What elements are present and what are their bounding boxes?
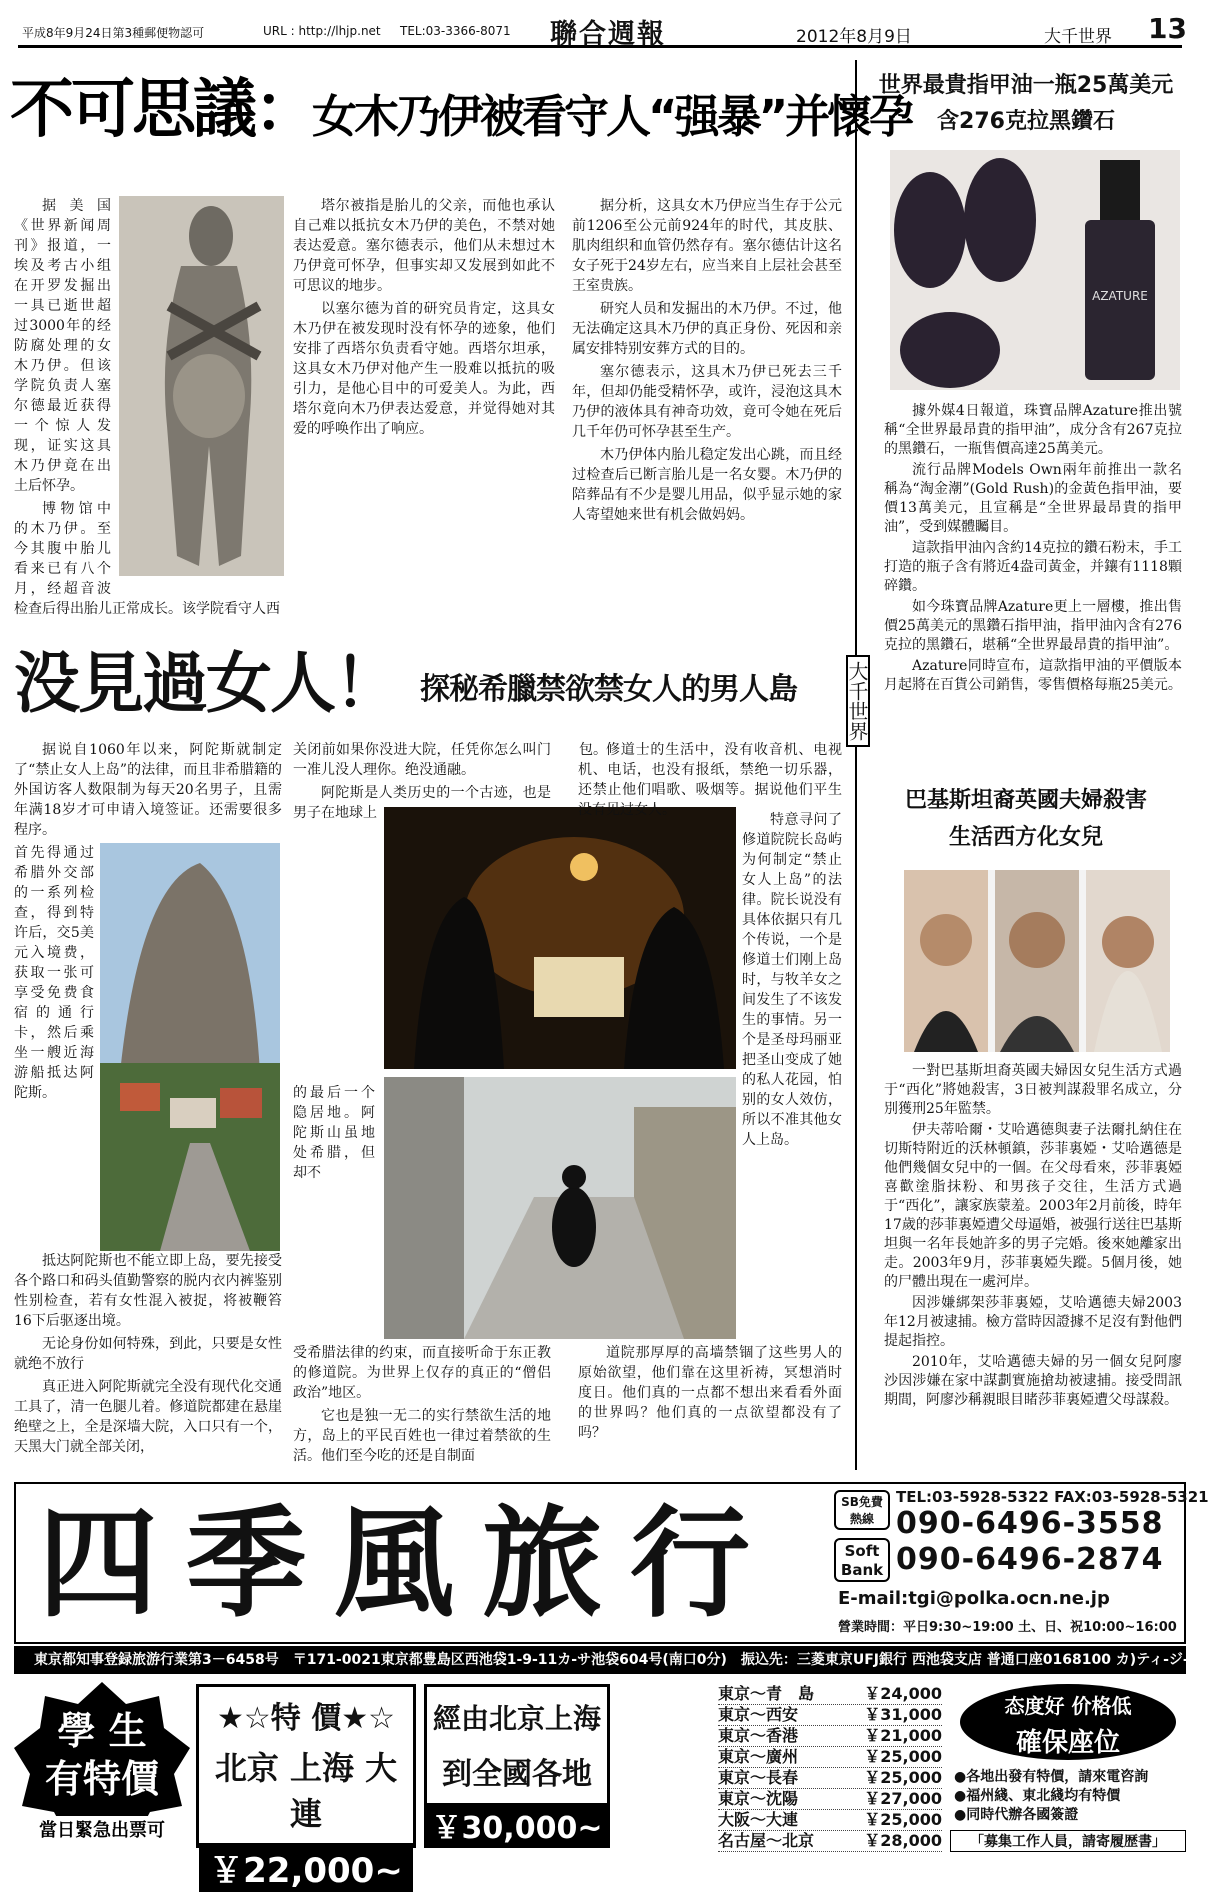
ad-seat-guarantee: 確保座位 bbox=[1015, 1728, 1120, 1758]
article1-title-a: 不可思議： bbox=[10, 73, 315, 147]
article2-paragraph: 修道士的生活中，没有收音机、电视机、电话，也没有报纸，禁绝一切乐器，还禁止他们唱歌、吸烟等。据说他们平生没有见过女人。 bbox=[578, 742, 842, 818]
section-name: 大千世界 bbox=[1044, 27, 1112, 47]
article1-paragraph: 据美国《世界新闻周刊》报道，一埃及考古小组在开罗发掘出一具已逝世超过3000年的经防腐处理的女木乃伊。但该学院负责人塞尔德最近获得一个惊人发现，证实这具木乃伊竟在出土后怀孕。 bbox=[14, 198, 111, 494]
side2-body bbox=[884, 1062, 1182, 1412]
url-text: URL : http://lhjp.net bbox=[263, 24, 381, 38]
list-item: ●福州綫、東北綫均有特價 bbox=[954, 1788, 1121, 1804]
article2-paragraph: 关闭前如果你没进大院，任凭你怎么叫门一准儿没人理你。绝没通融。 bbox=[293, 742, 551, 778]
side2-paragraph: 2010年，艾哈邁德夫婦的另一個女兒阿廖沙因涉嫌在家中謀劃實施搶劫被逮捕。接受問訊期間，阿廖沙稱親眼目睹莎菲裏婭遭父母謀殺。 bbox=[884, 1354, 1182, 1408]
mummy-photo bbox=[119, 196, 284, 576]
article2-column-4-bottom bbox=[578, 1343, 842, 1471]
side1-title-a: 世界最貴指甲油一瓶25萬美元 bbox=[878, 73, 1174, 98]
article1-paragraph: 研究人员和发掘出的木乃伊。不过，他无法确定这具木乃伊的真正身份、死因和亲属安排特别安葬方式的目的。 bbox=[572, 301, 842, 357]
side1-paragraph: 流行品牌Models Own兩年前推出一款名稱為“淘金潮”(Gold Rush)的金黃色指甲油，要價13萬美元，且宣稱是“全世界最昂貴的指甲油”，受到媒體矚目。 bbox=[884, 462, 1182, 535]
article2-paragraph: 它也是独一无二的实行禁欲生活的地方，岛上的平民百姓也一律过着禁欲的生活。他们至今吃的还是自制面 bbox=[293, 1408, 551, 1464]
ad-email: E-mail:tgi@polka.ocn.ne.jp bbox=[838, 1588, 1110, 1609]
article2-narrow-text-2 bbox=[293, 1083, 375, 1213]
article2-paragraph: 包。 bbox=[579, 742, 607, 758]
recruit-notice: 「募集工作人員，請寄履歴書」 bbox=[950, 1830, 1186, 1852]
travel-advertisement bbox=[14, 1482, 1215, 1891]
bottle-brand-label: AZATURE bbox=[1092, 289, 1148, 303]
family-photos bbox=[904, 870, 1170, 1052]
side2-paragraph: 因涉嫌綁架莎菲裏婭，艾哈邁德夫婦2003年12月被逮捕。檢方當時因證據不足沒有對他們提起指控。 bbox=[884, 1295, 1182, 1349]
masthead bbox=[18, 12, 1187, 50]
via-beijing-price: ￥30,000~ bbox=[427, 1803, 607, 1847]
ad-address-bar: 東京都知事登録旅游行業第3－6458号 〒171-0021東京都豊島区西池袋1-9-11カ-サ池袋604号(南口0分) 振込先：三菱東京UFJ銀行 西池袋支店 普通口座0168100 カ)ティ-ジ-アイ bbox=[14, 1646, 1186, 1674]
ad-guarantee-panel bbox=[950, 1684, 1186, 1850]
student-label-1: 學 生 bbox=[57, 1709, 147, 1753]
issue-date: 2012年8月9日 bbox=[796, 27, 912, 47]
article2-column-2-bottom bbox=[293, 1343, 551, 1471]
via-beijing-line-1: 經由北京上海 bbox=[432, 1702, 601, 1735]
student-label-2: 有特價 bbox=[44, 1757, 159, 1801]
ad-bullet-list bbox=[954, 1768, 1148, 1825]
article1-column-3 bbox=[572, 196, 842, 614]
monk-walking-photo bbox=[384, 1077, 736, 1339]
monks-photo bbox=[384, 807, 736, 1069]
article2-column-4-narrow bbox=[742, 810, 842, 1340]
route-price-table bbox=[718, 1684, 942, 1852]
side1-body bbox=[884, 402, 1182, 697]
meteora-photo bbox=[100, 843, 280, 1251]
table-row: 大阪～大連 ￥25,000 bbox=[718, 1810, 942, 1829]
article1-title-b: 女木乃伊被看守人“强暴”并懷孕 bbox=[312, 90, 912, 143]
special-price-route: 北京 上海 大連 bbox=[214, 1749, 398, 1833]
side1-paragraph: 如今珠寶品牌Azature更上一層樓，推出售價25萬美元的黑鑽石指甲油，指甲油內含有276克拉的黑鑽石，堪稱“全世界最昂貴的指甲油”。 bbox=[884, 599, 1182, 653]
article2-paragraph: 的最后一个隐居地。阿陀斯山虽地处希腊，但却不 bbox=[293, 1085, 375, 1181]
nail-polish-photo bbox=[890, 150, 1180, 390]
side1-paragraph: 這款指甲油內含約14克拉的鑽石粉末，手工打造的瓶子含有將近4盎司黃金，并鑲有1118顆碎鑽。 bbox=[884, 540, 1182, 594]
ad-phone-1: 090-6496-3558 bbox=[896, 1506, 1164, 1541]
list-item: ●各地出發有特價，請來電咨詢 bbox=[954, 1769, 1149, 1785]
article1-paragraph: 据分析，这具女木乃伊应当生存于公元前1206至公元前924年的时代，其皮肤、肌肉组织和血管仍然存有。塞尔德估计这名女子死于24岁左右，应当来自上层社会甚至王室贵族。 bbox=[572, 198, 842, 294]
article2-paragraph: 阿陀斯是人类历史的一个古迹，也是男子在地球上 bbox=[293, 785, 551, 821]
via-beijing-box bbox=[424, 1684, 610, 1848]
table-row: 東京～青 島 ￥24,000 bbox=[718, 1684, 942, 1703]
side2-paragraph: 一對巴基斯坦裔英國夫婦因女兒生活方式過于“西化”將她殺害，3日被判謀殺罪名成立，分別獲刑25年監禁。 bbox=[884, 1063, 1182, 1117]
table-row: 東京～沈陽 ￥27,000 bbox=[718, 1789, 942, 1808]
article2-paragraph: 道院那厚厚的高墙禁锢了这些男人的原始欲望，他们靠在这里祈祷，冥想消时度日。他们真的一点都不想出来看看外面的世界吗？他们真的一点欲望都没有了吗？ bbox=[578, 1345, 842, 1441]
special-price-title: ★☆特 價★☆ bbox=[216, 1701, 396, 1736]
article2-paragraph: 特意寻问了修道院院长岛屿为何制定“禁止女人上岛”的法律。院长说没有具体依据只有几个传说，一个是修道士们刚上岛时，与牧羊女之间发生了不该发生的事情。另一个是圣母玛丽亚把圣山变成了她的私人花园，怕别的女人效仿，所以不准其他女人上岛。 bbox=[742, 812, 842, 1148]
side2-paragraph: 伊夫蒂哈爾・艾哈邁德與妻子法爾扎納住在切斯特附近的沃林頓鎮，莎菲裏婭・艾哈邁德是他們幾個女兒中的一個。在父母看來，莎菲裏婭喜歡塗脂抹粉、和男孩子交往，生活方式過于“西化”，讓家族蒙羞。2003年2月前後，時年17歲的莎菲裏婭遭父母逼婚，被强行送往巴基斯坦與一名年長她許多的男子完婚。後來她離家出走。2003年9月，莎菲裏婭失蹤。5個月後，她的尸體出現在一處河岸。 bbox=[884, 1122, 1182, 1290]
softbank-badge: Soft Bank bbox=[834, 1538, 890, 1582]
table-row: 東京～長春 ￥25,000 bbox=[718, 1768, 942, 1787]
special-price-value: ￥22,000~ bbox=[199, 1843, 413, 1892]
side2-title-a: 巴基斯坦裔英國夫婦殺害 bbox=[904, 788, 1147, 813]
article2-paragraph: 抵达阿陀斯也不能立即上岛，要先接受各个路口和码头值勤警察的脱内衣内裤鉴别性别检查，若有女性混入被捉，将被鞭笞16下后驱逐出境。 bbox=[14, 1253, 282, 1329]
article1-paragraph: 以塞尔德为首的研究员肯定，这具女木乃伊在被发现时没有怀孕的迹象，他们安排了西塔尔负责看守她。西塔尔坦承，这具女木乃伊对他产生一股难以抵抗的吸引力，是他心目中的可爱美人。为此，西塔尔竟向木乃伊表达爱意，并觉得她对其爱的呼唤作出了响应。 bbox=[293, 301, 555, 437]
article2-title-a: 没見過女人！ bbox=[14, 645, 398, 722]
via-beijing-line-2: 到全國各地 bbox=[442, 1757, 592, 1792]
free-dial-badge: SB免費熱線 bbox=[834, 1490, 890, 1530]
ad-tel-fax: TEL:03-5928-5322 FAX:03-5928-5321 bbox=[896, 1488, 1209, 1506]
column-divider bbox=[855, 60, 857, 1470]
student-discount-box bbox=[14, 1682, 190, 1850]
ad-header bbox=[14, 1482, 1209, 1644]
section-vertical-label: 大千世界 bbox=[846, 655, 870, 747]
table-row: 東京～廣州 ￥25,000 bbox=[718, 1747, 942, 1766]
same-day-ticket-label: 當日緊急出票可 bbox=[14, 1816, 190, 1842]
ad-business-hours: 營業時間：平日9:30~19:00 土、日、祝10:00~16:00 bbox=[838, 1620, 1177, 1635]
page-number: 13 bbox=[1148, 12, 1187, 45]
side1-paragraph: Azature同時宣布，這款指甲油的平價版本月起將在百貨公司銷售，零售價格每瓶25美元。 bbox=[884, 658, 1182, 693]
side1-title-b: 含276克拉黑鑽石 bbox=[937, 109, 1115, 134]
ad-phone-2: 090-6496-2874 bbox=[896, 1542, 1164, 1577]
article2-paragraph: 真正进入阿陀斯就完全没有现代化交通工具了，清一色腿儿着。修道院都建在悬崖绝壁之上，全是深墙大院，入口只有一个，天黑大门就全部关闭， bbox=[14, 1379, 282, 1455]
side1-paragraph: 據外媒4日報道，珠寶品牌Azature推出號稱“全世界最昂貴的指甲油”，成分含有267克拉的黑鑽石，一瓶售價高達25萬美元。 bbox=[884, 403, 1182, 457]
paper-name: 聯合週報 bbox=[550, 19, 666, 50]
table-row: 東京～西安 ￥31,000 bbox=[718, 1705, 942, 1724]
article2-paragraph: 据说自1060年以来，阿陀斯就制定了“禁止女人上岛”的法律，而且非希腊籍的外国访客人数限制为每天20名男子，且需年满18岁才可申请入境签证。还需要很多程序。 bbox=[14, 742, 282, 838]
article1-column-1 bbox=[14, 196, 284, 617]
article2-narrow-text: 首先得通过希腊外交部的一系列检查，得到特许后，交5美元入境费，获取一张可享受免费食宿的通行卡，然后乘坐一艘近海游船抵达阿陀斯。 bbox=[14, 845, 94, 1101]
tel-text: TEL:03-3366-8071 bbox=[400, 24, 511, 38]
ad-slogan: 态度好 价格低 bbox=[1004, 1694, 1132, 1718]
special-price-box bbox=[196, 1684, 416, 1891]
side2-title-b: 生活西方化女兒 bbox=[948, 825, 1103, 850]
article1-paragraph: 塔尔被指是胎儿的父亲，而他也承认自己难以抵抗女木乃伊的美色，不禁对她表达爱意。塞尔德表示，他们从未想过木乃伊竟可怀孕，但事实却又发展到如此不可思议的地步。 bbox=[293, 198, 555, 294]
ad-brand-name: 四季風旅行 bbox=[38, 1495, 778, 1634]
article1-paragraph: 博物馆中的木乃伊。至今其腹中胎儿看来已有八个月，经超音波检查后得出胎儿正常成长。该学院看守人西 bbox=[14, 501, 280, 617]
article2-paragraph: 受希腊法律的约束，而直接听命于东正教的修道院。为世界上仅存的真正的“僧侣政治”地区。 bbox=[293, 1345, 551, 1401]
table-row: 東京～香港 ￥21,000 bbox=[718, 1726, 942, 1745]
article2-title-b: 探秘希臘禁欲禁女人的男人島 bbox=[420, 672, 797, 707]
article1-paragraph: 木乃伊体内胎儿稳定发出心跳，而且经过检查后已断言胎儿是一名女婴。木乃伊的陪葬品有不少是婴儿用品，似乎显示她的家人寄望她来世有机会做妈妈。 bbox=[572, 447, 842, 523]
article2-paragraph: 无论身份如何特殊，到此，只要是女性就绝不放行 bbox=[14, 1336, 282, 1372]
permit-text: 平成8年9月24日第3種郵便物認可 bbox=[22, 26, 205, 40]
article1-column-2 bbox=[293, 196, 555, 614]
article1-paragraph: 塞尔德表示，这具木乃伊已死去三千年，但却仍能受精怀孕，或许，浸泡这具木乃伊的液体具有神奇功效，竟可令她在死后几千年仍可怀孕甚至生产。 bbox=[572, 364, 842, 440]
article2-column-1 bbox=[14, 740, 282, 1470]
list-item: ●同時代辦各國簽證 bbox=[954, 1807, 1079, 1823]
table-row: 名古屋～北京 ￥28,000 bbox=[718, 1831, 942, 1850]
